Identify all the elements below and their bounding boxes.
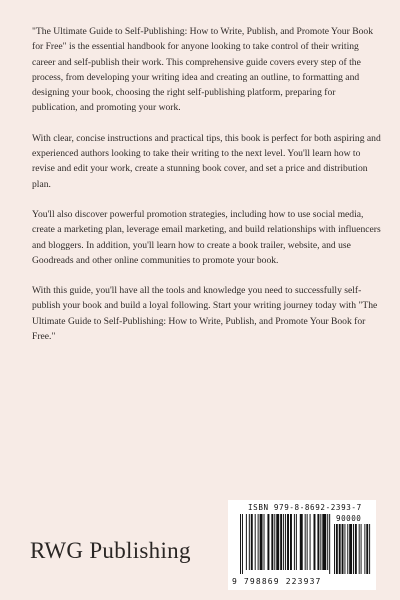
barcode-bar [290,514,292,570]
isbn-label: ISBN 979-8-8692-2393-7 [248,503,362,512]
barcode-bar [285,514,286,570]
barcode-bar [280,514,282,570]
barcode-bar [349,524,352,574]
barcode-bar [366,524,368,574]
ean-13-barcode [240,514,334,576]
barcode-digits: 9 798869 223937 [232,577,322,586]
barcode-bar [267,514,269,570]
barcode-bar [260,514,263,570]
barcode-bar [274,514,275,570]
description-paragraph-3: You'll also discover powerful promotion strategies, including how to use social media, create a marketing plan, leverage email marketing, and build relationships with influencers and bloggers. In addition, you'll learn how to create a book trailer, website, and use Goodreads and other online communities to promote your book. [32,208,381,266]
barcode-bar [327,514,328,570]
price-code-label: 90000 [336,514,362,523]
barcode-bar [322,514,326,570]
barcode-bar [317,514,319,570]
barcode-bar [255,514,256,570]
barcode-bar [249,514,250,570]
barcode-bar [294,514,295,570]
barcode-bar [347,524,348,574]
description-paragraph-2: With clear, concise instructions and practical tips, this book is perfect for both aspiring and experienced authors looking to take their writing to the next level. You'll learn how to revise and edit your work, create a stunning book cover, and set a price and distribution plan. [32,132,381,190]
publisher-name: RWG Publishing [30,538,191,563]
barcode-bar [353,524,354,574]
description-paragraph-4: With this guide, you'll have all the tools and knowledge you need to successfully self-publish your book and build a loyal following. Start your writing journey today with "The Ultimate Guide to Self-Publishing: How to Write, Publish, and Promote Your Book for Free." [32,285,378,343]
barcode-bar [258,514,259,570]
barcode-bar [296,514,297,570]
barcode-bar [355,524,357,574]
barcode-bar [283,514,284,570]
description-paragraph-1: "The Ultimate Guide to Self-Publishing: How to Write, Publish, and Promote Your Book for Free" is the essential handbook for anyone looking to take control of their writing career and self-publish their work. This comprehensive guide covers every step of the process, from developing your writing idea and creating an outline, to formatting and designing your book, choosing the right self-publishing platform, preparing for publication, and promoting your work. [32,26,373,114]
price-addon-barcode [334,524,372,576]
barcode-bar [251,514,253,570]
barcode-bar [276,514,279,570]
barcode-bar [287,514,289,570]
barcode-bar [242,514,243,574]
barcode-bar [329,514,330,574]
book-description [32,24,382,359]
barcode-bar [359,524,360,574]
barcode-bar [240,514,241,574]
barcode-bar [314,514,316,570]
barcode-bar [305,514,306,570]
barcode-bar [342,524,344,574]
barcode-bar [300,514,303,570]
barcode-bar [271,514,273,570]
barcode-bar [320,514,321,570]
barcode-bar [334,524,335,574]
barcode-bar [264,514,265,570]
barcode-bar [369,524,370,574]
barcode-bar [310,514,311,570]
barcode-bar [344,524,345,574]
barcode-bar [364,524,365,574]
barcode-bar [336,524,338,574]
barcode-bar [339,524,341,574]
barcode-bar [361,524,362,574]
barcode-bar [246,514,247,570]
barcode-bar [307,514,308,570]
